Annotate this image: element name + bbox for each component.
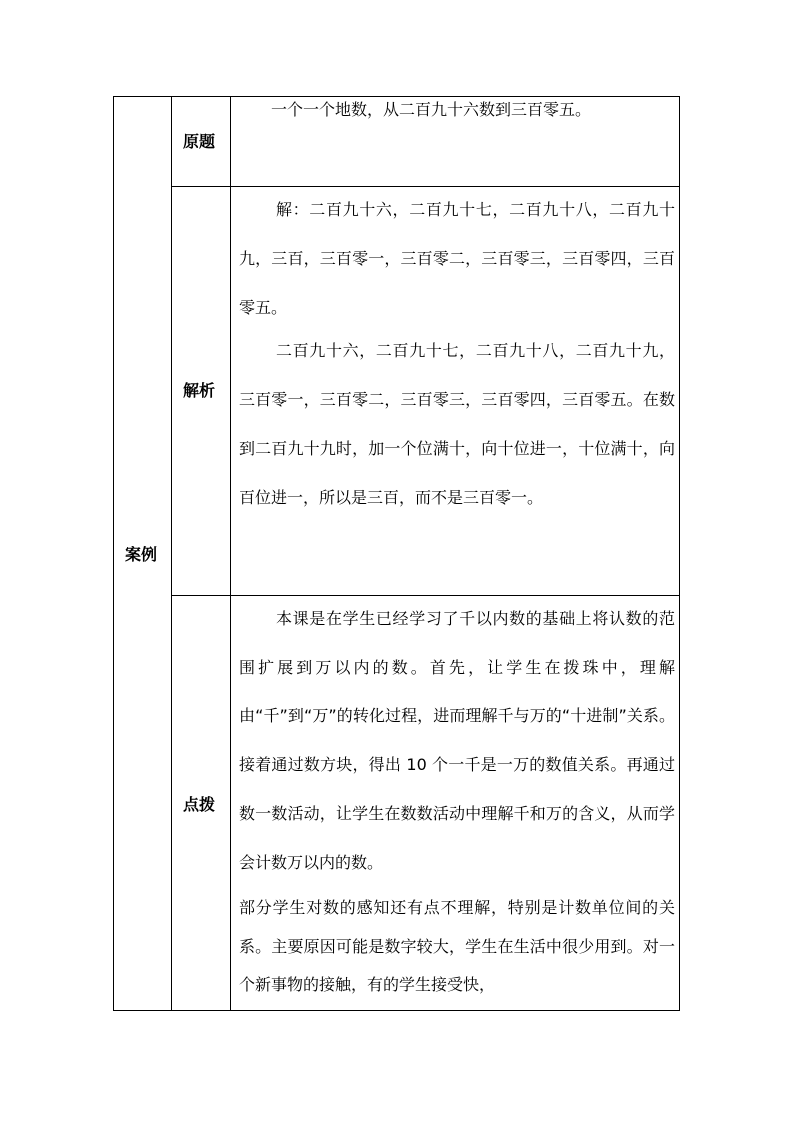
row-label-analysis: 解析 [183,381,216,400]
column-divider-2 [230,96,231,1011]
case-label: 案例 [125,545,158,564]
table-border-bottom [113,1010,680,1011]
column-divider-1 [171,96,172,1011]
analysis-paragraph-2: 二百九十六，二百九十七，二百九十八，二百九十九，三百零一，三百零二，三百零三，三百零四，三百零五。在数到二百九十九时，加一个位满十，向十位进一，十位满十，向百位进一，所以是三百，而不是三百零一。 [239,341,675,507]
original-question-text: 一个一个地数，从二百九十六数到三百零五。 [271,100,592,119]
case-table [113,96,680,1011]
row-label-guidance: 点拨 [183,795,216,814]
row-label-original-question: 原题 [183,132,216,151]
analysis-paragraph-1: 解：二百九十六，二百九十七，二百九十八，二百九十九，三百，三百零一，三百零二，三百零三，三百零四，三百零五。 [239,200,675,317]
table-border-right [679,96,680,1011]
table-border-left [113,96,114,1011]
guidance-paragraph-1: 本课是在学生已经学习了千以内数的基础上将认数的范围扩展到万以内的数。首先，让学生在拨珠中，理解由“千”到“万”的转化过程，进而理解千与万的“十进制”关系。接着通过数方块，得出 10 个一千是一万的数值关系。再通过数一数活动，让学生在数数活动中理解千和万的含义，从而学会计数万以内的数。 [239,609,675,872]
table-border-top [113,96,680,97]
guidance-paragraph-2: 部分学生对数的感知还有点不理解，特别是计数单位间的关系。主要原因可能是数字较大，学生在生活中很少用到。对一个新事物的接触，有的学生接受快， [239,898,675,994]
